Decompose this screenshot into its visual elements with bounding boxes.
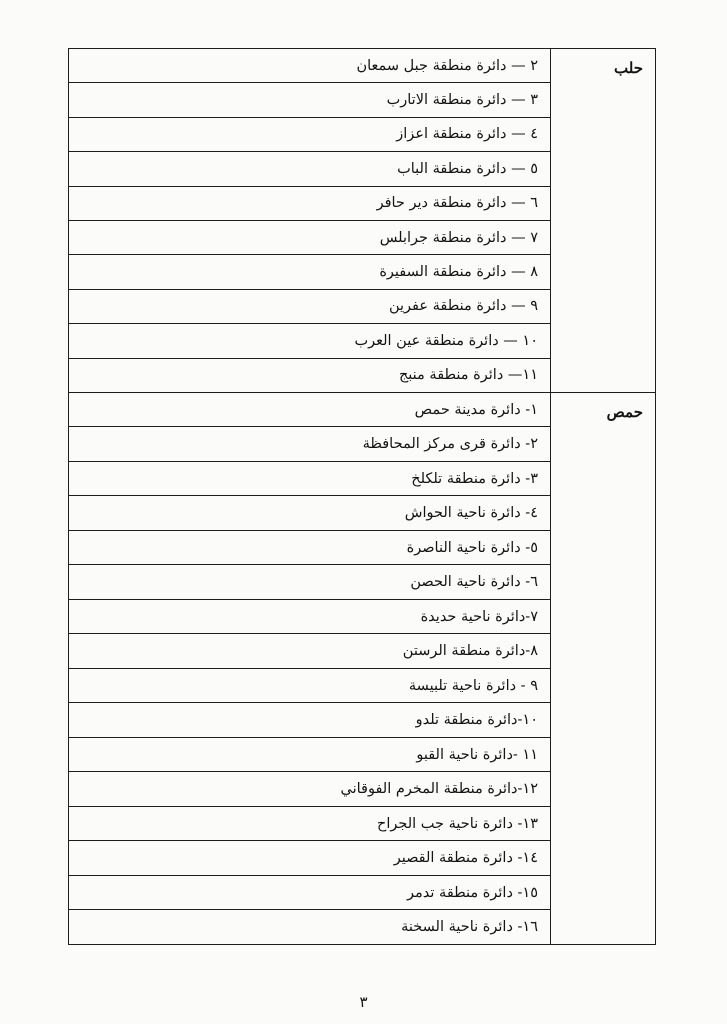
governorate-cell: حمص bbox=[551, 392, 656, 944]
directorate-entry: ٨-دائرة منطقة الرستن bbox=[69, 634, 551, 669]
directorate-entry: ٥- دائرة ناحية الناصرة bbox=[69, 530, 551, 565]
directorate-entry: ٣- دائرة منطقة تلكلخ bbox=[69, 461, 551, 496]
directorate-entry: ١٠-دائرة منطقة تلدو bbox=[69, 703, 551, 738]
registry-table-body bbox=[69, 49, 656, 945]
directorate-entry: ٢- دائرة قرى مركز المحافظة bbox=[69, 427, 551, 462]
directorate-entry: ٧ — دائرة منطقة جرابلس bbox=[69, 220, 551, 254]
table-row bbox=[69, 392, 656, 427]
directorate-entry: ١٤- دائرة منطقة القصير bbox=[69, 841, 551, 876]
directorate-entry: ٣ — دائرة منطقة الاتارب bbox=[69, 83, 551, 117]
directorate-entry: ٥ — دائرة منطقة الباب bbox=[69, 152, 551, 186]
directorate-entry: ١٥- دائرة منطقة تدمر bbox=[69, 875, 551, 910]
directorate-entry: ١٣- دائرة ناحية جب الجراح bbox=[69, 806, 551, 841]
page-number: ٣ bbox=[359, 993, 368, 1011]
directorate-entry: ٤ — دائرة منطقة اعزاز bbox=[69, 117, 551, 151]
directorate-entry: ٩ - دائرة ناحية تلبيسة bbox=[69, 668, 551, 703]
directorate-entry: ١٦- دائرة ناحية السخنة bbox=[69, 910, 551, 945]
directorate-entry: ١٢-دائرة منطقة المخرم الفوقاني bbox=[69, 772, 551, 807]
directorate-entry: ٤- دائرة ناحية الحواش bbox=[69, 496, 551, 531]
directorate-entry: ٨ — دائرة منطقة السفيرة bbox=[69, 255, 551, 289]
directorate-entry: ١١ -دائرة ناحية القبو bbox=[69, 737, 551, 772]
table-row bbox=[69, 49, 656, 83]
directorate-entry: ١٠ — دائرة منطقة عين العرب bbox=[69, 324, 551, 358]
directorate-entry: ٦ — دائرة منطقة دير حافر bbox=[69, 186, 551, 220]
directorate-entry: ١١— دائرة منطقة منبج bbox=[69, 358, 551, 392]
registry-table bbox=[68, 48, 656, 945]
directorate-entry: ١- دائرة مدينة حمص bbox=[69, 392, 551, 427]
directorate-entry: ٢ — دائرة منطقة جبل سمعان bbox=[69, 49, 551, 83]
directorate-entry: ٧-دائرة ناحية حديدة bbox=[69, 599, 551, 634]
directorate-entry: ٩ — دائرة منطقة عفرين bbox=[69, 289, 551, 323]
directorate-entry: ٦- دائرة ناحية الحصن bbox=[69, 565, 551, 600]
governorate-cell: حلب bbox=[551, 49, 656, 393]
